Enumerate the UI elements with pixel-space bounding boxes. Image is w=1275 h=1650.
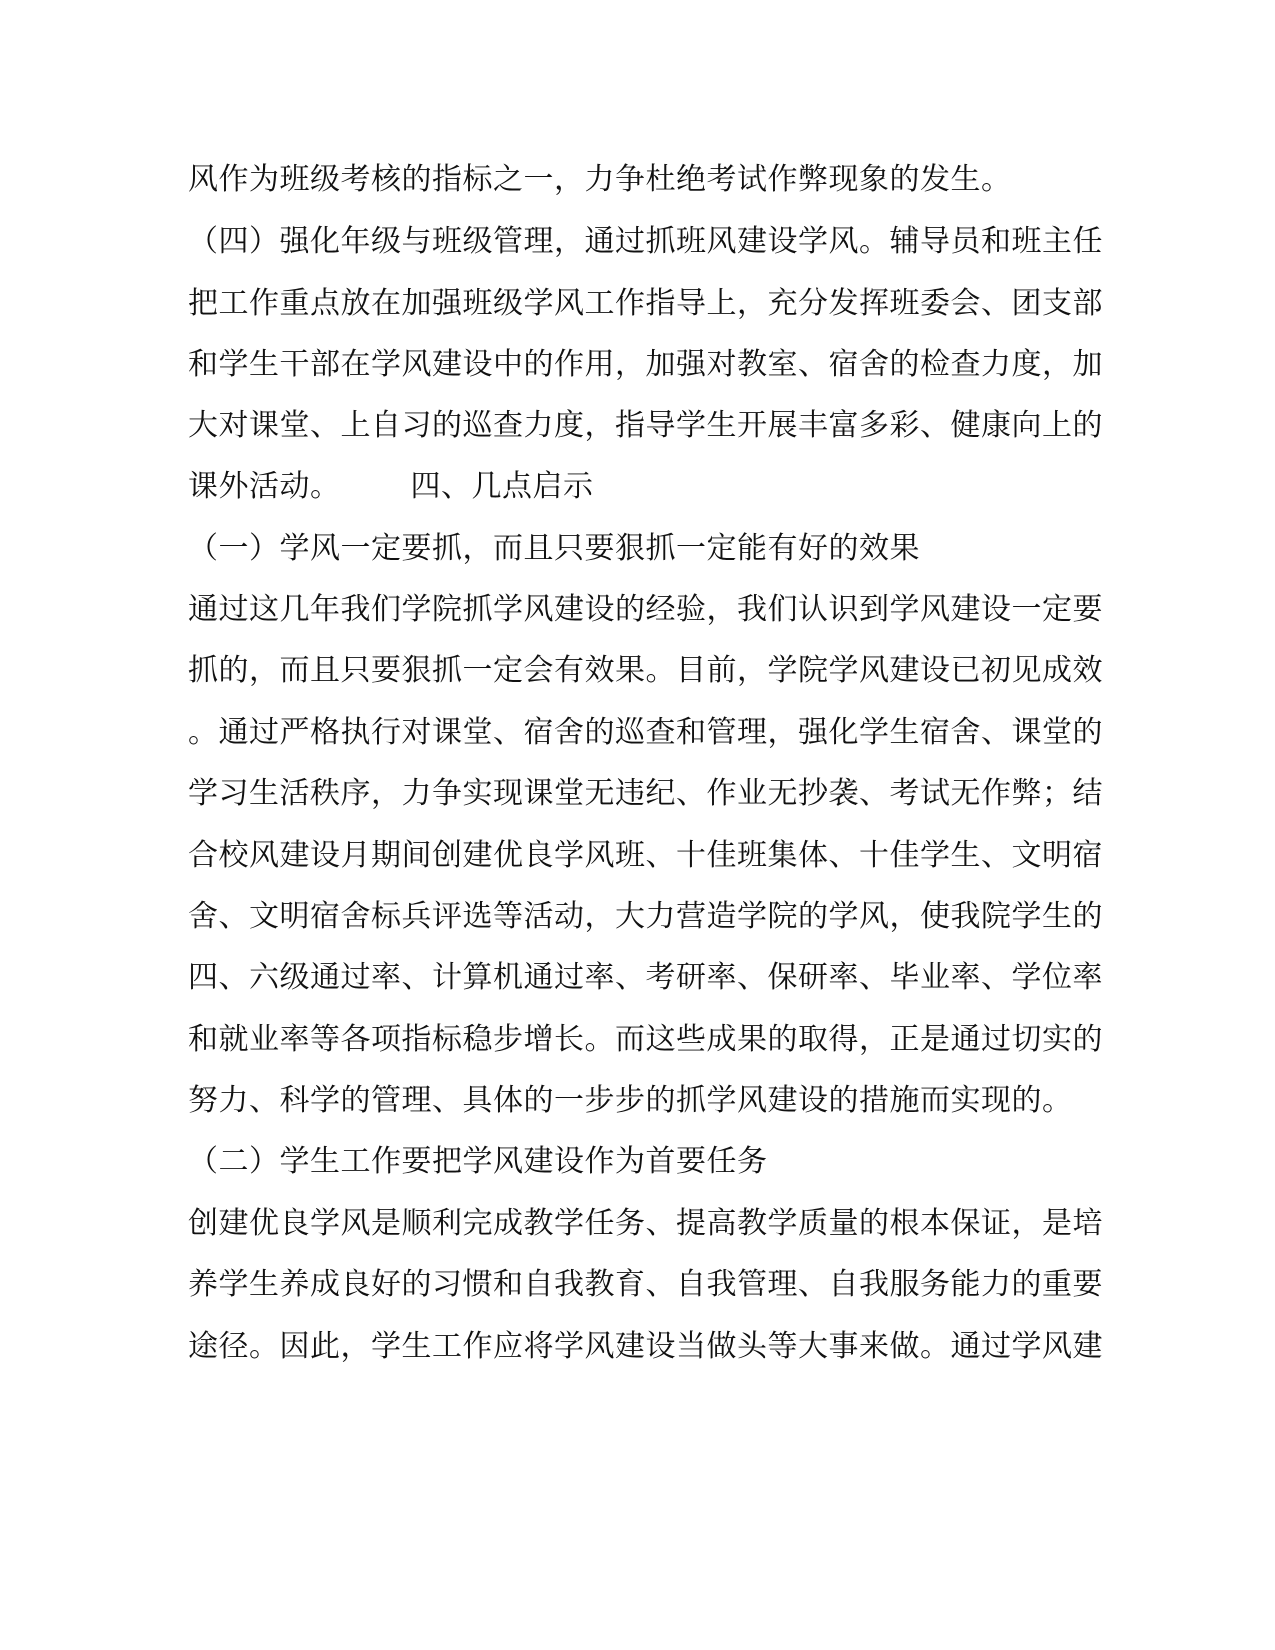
text-line: 四、六级通过率、计算机通过率、考研率、保研率、毕业率、学位率 — [188, 960, 1103, 995]
text-line: 和学生干部在学风建设中的作用，加强对教室、宿舍的检查力度，加 — [188, 347, 1103, 382]
text-line-with-heading — [188, 467, 1068, 507]
paragraph-end-text: 课外活动。 — [188, 469, 341, 504]
text-line: 通过这几年我们学院抓学风建设的经验，我们认识到学风建设一定要 — [188, 592, 1103, 627]
subsection-heading: （一）学风一定要抓，而且只要狠抓一定能有好的效果 — [188, 531, 920, 566]
section-heading: 四、几点启示 — [410, 469, 594, 504]
text-line: 。通过严格执行对课堂、宿舍的巡查和管理，强化学生宿舍、课堂的 — [188, 715, 1103, 750]
text-line: 养学生养成良好的习惯和自我教育、自我管理、自我服务能力的重要 — [188, 1267, 1103, 1302]
text-line: 风作为班级考核的指标之一，力争杜绝考试作弊现象的发生。 — [188, 162, 1012, 197]
text-line: 大对课堂、上自习的巡查力度，指导学生开展丰富多彩、健康向上的 — [188, 408, 1103, 443]
text-line: 学习生活秩序，力争实现课堂无违纪、作业无抄袭、考试无作弊；结 — [188, 776, 1103, 811]
text-line: 抓的，而且只要狠抓一定会有效果。目前，学院学风建设已初见成效 — [188, 653, 1103, 688]
text-line: 努力、科学的管理、具体的一步步的抓学风建设的措施而实现的。 — [188, 1083, 1073, 1118]
text-line: 和就业率等各项指标稳步增长。而这些成果的取得，正是通过切实的 — [188, 1022, 1103, 1057]
text-line: 途径。因此，学生工作应将学风建设当做头等大事来做。通过学风建 — [188, 1329, 1103, 1364]
text-line: 把工作重点放在加强班级学风工作指导上，充分发挥班委会、团支部 — [188, 286, 1103, 321]
subsection-heading: （二）学生工作要把学风建设作为首要任务 — [188, 1144, 768, 1179]
text-line: （四）强化年级与班级管理，通过抓班风建设学风。辅导员和班主任 — [188, 224, 1103, 259]
text-line: 创建优良学风是顺利完成教学任务、提高教学质量的根本保证，是培 — [188, 1206, 1103, 1241]
text-line: 合校风建设月期间创建优良学风班、十佳班集体、十佳学生、文明宿 — [188, 838, 1103, 873]
text-line: 舍、文明宿舍标兵评选等活动，大力营造学院的学风，使我院学生的 — [188, 899, 1103, 934]
